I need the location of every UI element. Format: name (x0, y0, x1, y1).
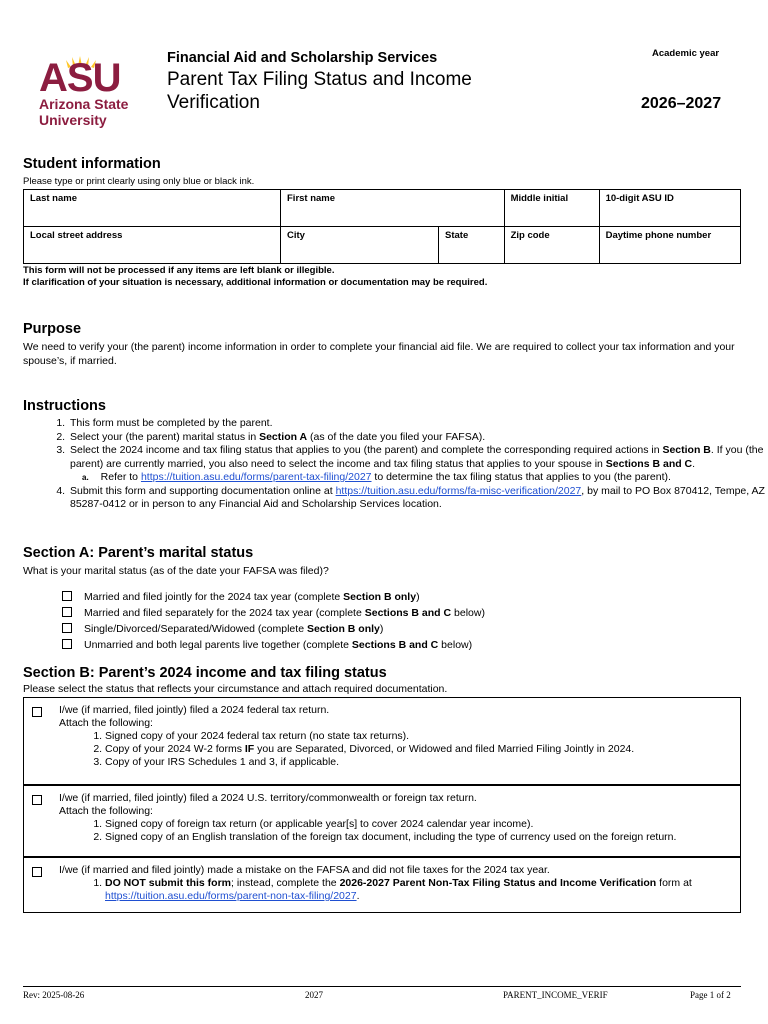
academic-year-label: Academic year (652, 48, 720, 59)
doc-item: 3. Copy of your IRS Schedules 1 and 3, if applicable. (105, 756, 734, 769)
last-name-field[interactable]: Last name (24, 190, 281, 227)
federal-return-title: I/we (if married, filed jointly) filed a 2024 federal tax return. (59, 704, 330, 716)
clarification-note: If clarification of your situation is necessary, additional information or documentation may be required. (23, 277, 488, 288)
attach-label: Attach the following: (59, 717, 153, 729)
federal-return-option[interactable] (23, 697, 741, 785)
instruction-item: 3. Select the 2024 income and tax filing status that applies to you (the parent) and complete the corresponding required actions in Section B. If you (the parent) are currently married, you also need to select the income and tax filing status that applies to your spouse in Sections B and C. a. Refer to https://tuition.asu.edu/forms/parent-tax-filing/2027 to determine the tax filing status that applies to you (the parent). (68, 444, 768, 485)
footer-divider (23, 986, 741, 987)
foreign-return-option[interactable] (23, 785, 741, 857)
phone-field[interactable]: Daytime phone number (599, 227, 740, 264)
did-not-file-option[interactable] (23, 857, 741, 913)
instruction-item: 2. Select your (the parent) marital status in Section A (as of the date you filed your FAFSA). (68, 431, 768, 445)
checkbox[interactable] (62, 607, 72, 617)
state-field[interactable]: State (439, 227, 505, 264)
asu-id-field[interactable]: 10-digit ASU ID (599, 190, 740, 227)
doc-item: 2. Signed copy of an English translation of the foreign tax document, including the type of currency used on the foreign return. (105, 831, 734, 844)
misc-verification-link[interactable]: https://tuition.asu.edu/forms/fa-misc-verification/2027 (335, 484, 582, 497)
parent-tax-filing-link[interactable]: https://tuition.asu.edu/forms/parent-tax-filing/2027 (140, 471, 372, 483)
instruction-item: 1. This form must be completed by the parent. (68, 417, 768, 431)
purpose-text: We need to verify your (the parent) income information in order to complete your financial aid file. We are required to collect your tax information and your spouse’s, if married. (23, 341, 735, 367)
marital-question: What is your marital status (as of the date your FAFSA was filed)? (23, 565, 329, 577)
form-title: Parent Tax Filing Status and Income Verification (167, 69, 472, 113)
asu-logo-mark: ASU (39, 56, 121, 100)
marital-option-single[interactable]: Single/Divorced/Separated/Widowed (complete Section B only) (62, 623, 383, 635)
section-b-intro: Please select the status that reflects your circumstance and attach required documentation. (23, 683, 448, 695)
checkbox[interactable] (32, 707, 42, 717)
section-a-heading: Section A: Parent’s marital status (23, 545, 254, 561)
checkbox[interactable] (62, 623, 72, 633)
marital-option-joint[interactable]: Married and filed jointly for the 2024 tax year (complete Section B only) (62, 591, 420, 603)
checkbox[interactable] (32, 795, 42, 805)
checkbox[interactable] (32, 867, 42, 877)
revision-date: Rev: 2025-08-26 (23, 990, 85, 1000)
first-name-field[interactable]: First name (281, 190, 505, 227)
academic-year: 2026–2027 (641, 95, 722, 112)
checkbox[interactable] (62, 591, 72, 601)
instruction-item: 4. Submit this form and supporting documentation online at https://tuition.asu.edu/forms/fa-misc-verification/2027, by mail to PO Box 870412, Tempe, AZ 85287-0412 or in person to any Financial Aid and Scholarship Services location. (68, 485, 768, 512)
checkbox[interactable] (62, 639, 72, 649)
footer-year: 2027 (305, 990, 323, 1000)
address-field[interactable]: Local street address (24, 227, 281, 264)
blank-items-note: This form will not be processed if any items are left blank or illegible. (23, 265, 335, 276)
student-info-table (23, 189, 741, 264)
did-not-file-title: I/we (if married and filed jointly) made a mistake on the FAFSA and did not file taxes for the 2024 tax year. (59, 864, 550, 876)
instructions-list (23, 417, 768, 512)
purpose-heading: Purpose (23, 321, 82, 337)
page-number: Page 1 of 2 (690, 990, 731, 1000)
zip-field[interactable]: Zip code (504, 227, 599, 264)
doc-item: 2. Copy of your 2024 W-2 forms IF you are Separated, Divorced, or Widowed and filed Married Filing Jointly in 2024. (105, 743, 734, 756)
student-info-heading: Student information (23, 156, 161, 172)
ink-instruction: Please type or print clearly using only blue or black ink. (23, 176, 255, 187)
city-field[interactable]: City (281, 227, 439, 264)
foreign-return-title: I/we (if married, filed jointly) filed a 2024 U.S. territory/commonwealth or foreign tax return. (59, 792, 477, 804)
form-code: PARENT_INCOME_VERIF (503, 990, 608, 1000)
attach-label: Attach the following: (59, 805, 153, 817)
section-b-heading: Section B: Parent’s 2024 income and tax filing status (23, 665, 387, 681)
instructions-heading: Instructions (23, 398, 106, 414)
doc-item: 1. DO NOT submit this form; instead, complete the 2026-2027 Parent Non-Tax Filing Status and Income Verification form at https://tuition.asu.edu/forms/parent-non-tax-filing/2027. (105, 877, 734, 903)
middle-initial-field[interactable]: Middle initial (504, 190, 599, 227)
asu-logo-text: Arizona State University (39, 96, 129, 128)
non-tax-filing-link[interactable]: https://tuition.asu.edu/forms/parent-non-tax-filing/2027 (105, 890, 357, 902)
department-name: Financial Aid and Scholarship Services (167, 50, 438, 66)
marital-option-unmarried[interactable]: Unmarried and both legal parents live together (complete Sections B and C below) (62, 639, 472, 651)
doc-item: 1. Signed copy of your 2024 federal tax return (no state tax returns). (105, 730, 734, 743)
doc-item: 1. Signed copy of foreign tax return (or applicable year[s] to cover 2024 calendar year income). (105, 818, 734, 831)
marital-option-separate[interactable]: Married and filed separately for the 2024 tax year (complete Sections B and C below) (62, 607, 485, 619)
